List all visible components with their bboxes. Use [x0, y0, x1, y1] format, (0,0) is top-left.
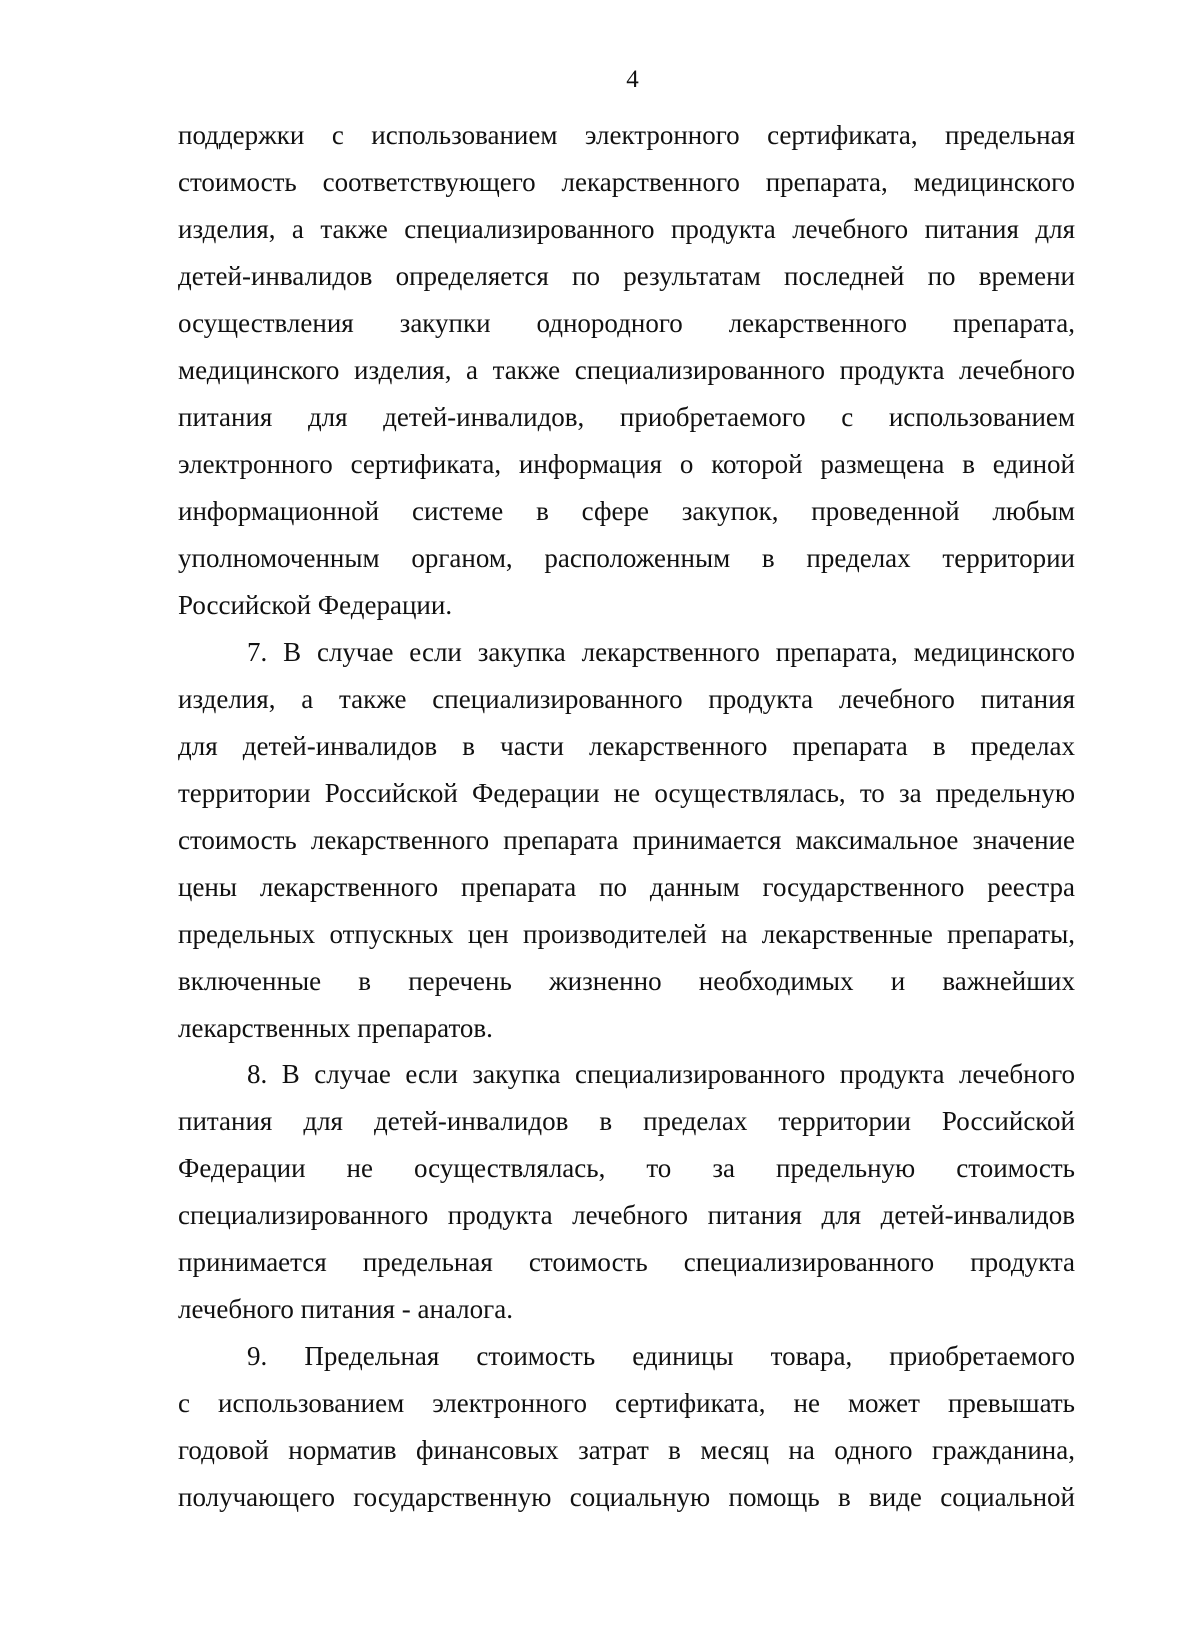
text-line: территории Российской Федерации не осуществлялась, то за предельную	[178, 778, 1075, 808]
text-line: включенные в перечень жизненно необходимых и важнейших	[178, 966, 1075, 996]
text-line: принимается предельная стоимость специализированного продукта	[178, 1247, 1075, 1277]
text-line: для детей-инвалидов в части лекарственного препарата в пределах	[178, 731, 1075, 761]
text-line: получающего государственную социальную помощь в виде социальной	[178, 1482, 1075, 1512]
text-line: изделия, а также специализированного продукта лечебного питания для	[178, 214, 1075, 244]
text-line: поддержки с использованием электронного сертификата, предельная	[178, 120, 1075, 150]
text-line: 8. В случае если закупка специализированного продукта лечебного	[247, 1059, 1075, 1089]
text-line: 7. В случае если закупка лекарственного препарата, медицинского	[247, 637, 1075, 667]
text-line: стоимость лекарственного препарата принимается максимальное значение	[178, 825, 1075, 855]
text-line: детей-инвалидов определяется по результатам последней по времени	[178, 261, 1075, 291]
text-line: 9. Предельная стоимость единицы товара, приобретаемого	[247, 1341, 1075, 1371]
text-line: питания для детей-инвалидов, приобретаемого с использованием	[178, 402, 1075, 432]
text-line: с использованием электронного сертификата, не может превышать	[178, 1388, 1075, 1418]
text-line: осуществления закупки однородного лекарственного препарата,	[178, 308, 1075, 338]
text-line: лекарственных препаратов.	[178, 1013, 493, 1043]
text-line: медицинского изделия, а также специализированного продукта лечебного	[178, 355, 1075, 385]
text-line: лечебного питания - аналога.	[178, 1294, 513, 1324]
text-line: цены лекарственного препарата по данным государственного реестра	[178, 872, 1075, 902]
text-line: уполномоченным органом, расположенным в пределах территории	[178, 543, 1075, 573]
text-line: специализированного продукта лечебного питания для детей-инвалидов	[178, 1200, 1075, 1230]
text-line: Российской Федерации.	[178, 590, 453, 620]
text-line: годовой норматив финансовых затрат в месяц на одного гражданина,	[178, 1435, 1075, 1465]
page-number: 4	[626, 66, 639, 93]
text-line: информационной системе в сфере закупок, проведенной любым	[178, 496, 1075, 526]
text-line: питания для детей-инвалидов в пределах территории Российской	[178, 1106, 1075, 1136]
text-line: предельных отпускных цен производителей на лекарственные препараты,	[178, 919, 1075, 949]
text-line: изделия, а также специализированного продукта лечебного питания	[178, 684, 1075, 714]
text-line: электронного сертификата, информация о которой размещена в единой	[178, 449, 1075, 479]
text-line: стоимость соответствующего лекарственного препарата, медицинского	[178, 167, 1075, 197]
text-line: Федерации не осуществлялась, то за предельную стоимость	[178, 1153, 1075, 1183]
